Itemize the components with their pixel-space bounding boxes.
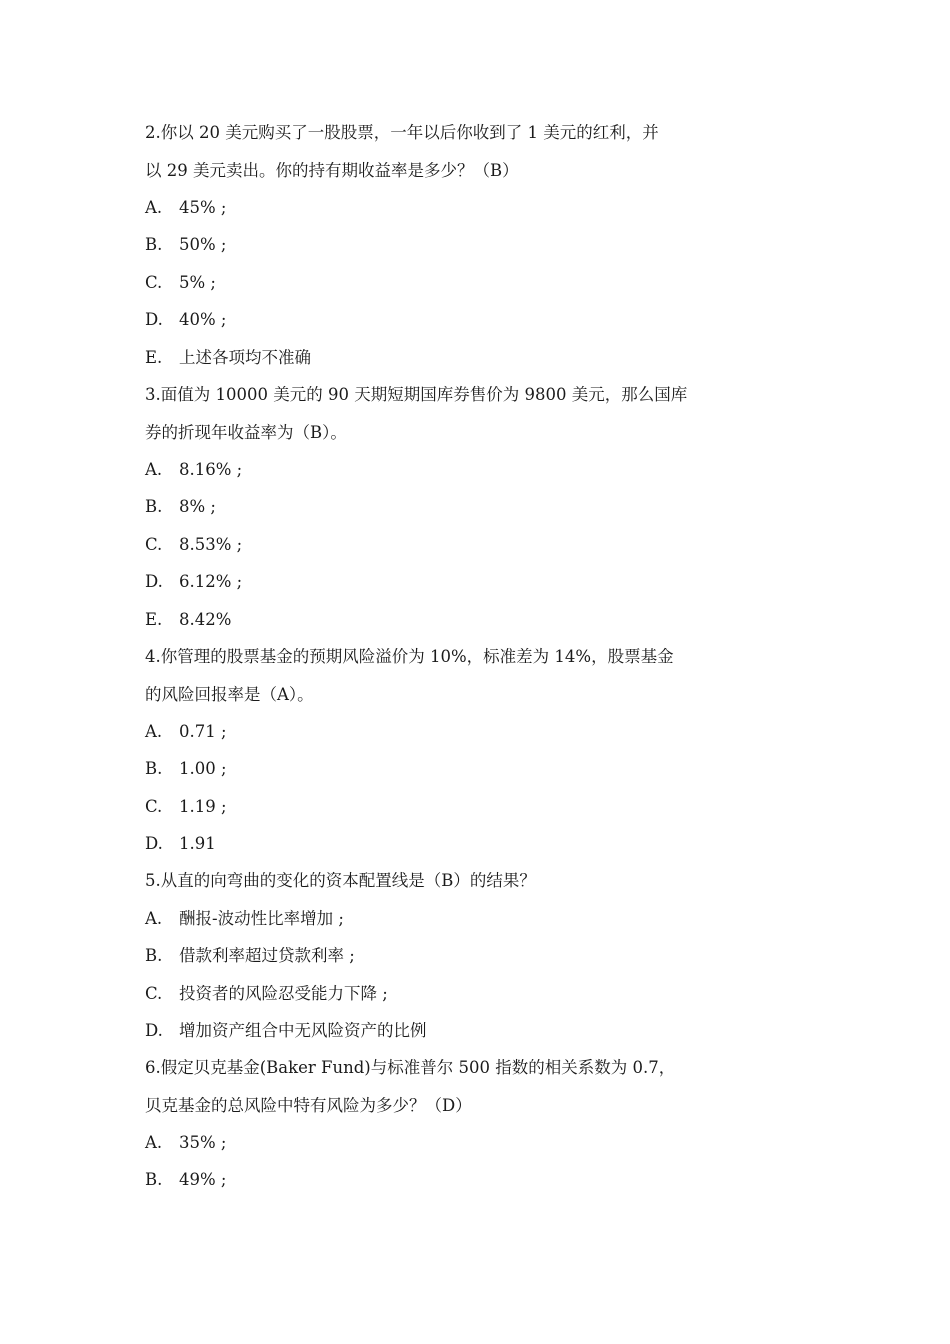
question-6-line-2: 贝克基金的总风险中特有风险为多少？（D）	[145, 1095, 472, 1115]
question-3-option-c: C. 8.53% ;	[145, 535, 243, 554]
question-3-option-a: A. 8.16% ;	[145, 460, 243, 479]
question-2	[145, 114, 745, 189]
question-3-line-1: 3.面值为 10000 美元的 90 天期短期国库券售价为 9800 美元，那么国库	[145, 385, 688, 404]
question-5-option-b: B. 借款利率超过贷款利率 ;	[145, 946, 355, 965]
question-2-option-b: B. 50% ;	[145, 235, 227, 254]
question-6-option-a: A. 35% ;	[145, 1133, 227, 1152]
question-6-option-b: B. 49% ;	[145, 1170, 227, 1189]
question-4-line-1: 4.你管理的股票基金的预期风险溢价为 10%，标准差为 14%，股票基金	[145, 647, 674, 666]
question-5-option-a: A. 酬报-波动性比率增加 ;	[145, 909, 344, 928]
question-4-option-c: C. 1.19 ;	[145, 797, 227, 816]
question-3	[145, 376, 745, 451]
question-3-option-b: B. 8% ;	[145, 497, 216, 516]
question-6-line-1: 6.假定贝克基金(Baker Fund)与标准普尔 500 指数的相关系数为 0.7，	[145, 1058, 676, 1077]
question-5-option-c: C. 投资者的风险忍受能力下降 ;	[145, 984, 388, 1003]
question-2-option-c: C. 5% ;	[145, 273, 216, 292]
question-5-line-1: 5.从直的向弯曲的变化的资本配置线是（B）的结果？	[145, 871, 536, 890]
question-2-line-2: 以 29 美元卖出。你的持有期收益率是多少？（B）	[145, 160, 519, 180]
question-2-option-a: A. 45% ;	[145, 198, 227, 217]
question-4-option-b: B. 1.00 ;	[145, 759, 227, 778]
question-4	[145, 638, 745, 713]
question-3-option-d: D. 6.12% ;	[145, 572, 243, 591]
question-4-option-a: A. 0.71 ;	[145, 722, 227, 741]
question-4-option-d: D. 1.91	[145, 834, 216, 853]
question-3-line-2: 券的折现年收益率为（B）。	[145, 422, 347, 442]
question-4-line-2: 的风险回报率是（A）。	[145, 684, 314, 704]
question-5	[145, 862, 745, 900]
question-2-line-1: 2.你以 20 美元购买了一股股票，一年以后你收到了 1 美元的红利，并	[145, 123, 659, 142]
question-3-option-e: E. 8.42%	[145, 610, 232, 629]
question-5-option-d: D. 增加资产组合中无风险资产的比例	[145, 1021, 427, 1040]
question-2-option-d: D. 40% ;	[145, 310, 227, 329]
question-2-option-e: E. 上述各项均不准确	[145, 348, 311, 367]
question-6	[145, 1049, 745, 1124]
